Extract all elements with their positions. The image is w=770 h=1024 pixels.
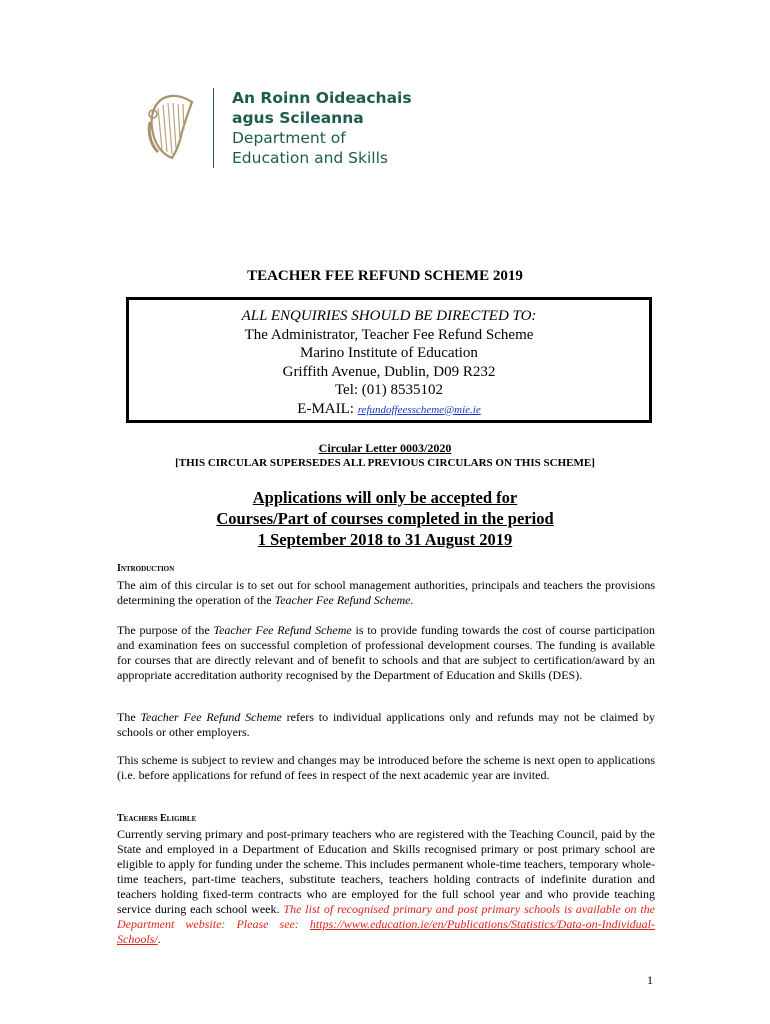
email-link[interactable]: refundoffeesscheme@mie.ie <box>357 403 481 416</box>
supersede-close: ] <box>591 457 595 469</box>
enquiry-line-3: Griffith Avenue, Dublin, D09 R232 <box>282 363 496 380</box>
logo-divider <box>213 88 214 168</box>
eligible-text: Currently serving primary and post-primary teachers who are registered with the Teaching Council, paid by the State and employed in a Department of Education and Skills recognised primary or post primary school are eligible to apply for funding under the scheme. This includes permanent whole-time teachers, temporary whole-time teachers, part-time teachers, substitute teachers, teachers holding contracts of indefinite duration and teachers holding fixed-term contracts who are employed for the full school year and who provide teaching service during each school week. <box>117 827 655 916</box>
enquiry-box <box>126 297 652 423</box>
eligible-paragraph <box>117 827 655 947</box>
intro-p1-text: The aim of this circular is to set out for school management authorities, principals and teachers the provisions determining the operation of the <box>117 578 655 607</box>
applications-line-1: Applications will only be accepted for <box>252 488 518 507</box>
teachers-eligible-heading: Teachers Eligible <box>117 813 197 824</box>
applications-line-3: 1 September 2018 to 31 August 2019 <box>257 530 513 549</box>
eligible-red-note: The list of recognised primary and post primary schools is available on the Department website: Please see: <box>117 902 655 931</box>
intro-p2-text-a: The purpose of the <box>117 623 214 637</box>
applications-heading <box>0 487 770 550</box>
intro-p2-text-b: is to provide funding towards the cost of course participation and examination fees on successful completion of professional development courses. The funding is available for courses that are directly relevant and of benefit to schools and that are subject to certification/award by an appropriate accreditation authority recognised by the Department of Education and Skills (DES). <box>117 623 655 682</box>
intro-paragraph-4: This scheme is subject to review and changes may be introduced before the scheme is next open to applications (i.e. before applications for refund of fees in respect of the next academic year are invited. <box>117 753 655 782</box>
intro-paragraph-3 <box>117 710 655 740</box>
enquiry-tel: Tel: (01) 8535102 <box>334 382 444 398</box>
page-number: 1 <box>647 973 653 987</box>
enquiry-email-row <box>129 400 649 420</box>
logo-text <box>232 88 412 168</box>
enquiry-line-1: The Administrator, Teacher Fee Refund Scheme <box>244 326 534 343</box>
introduction-heading: Introduction <box>117 563 175 574</box>
logo-line-2: agus Scileanna <box>232 109 364 127</box>
intro-paragraph-2 <box>117 623 655 683</box>
logo-line-3: Department of <box>232 129 346 147</box>
harp-icon <box>146 92 196 160</box>
supersede-open: [T <box>175 457 187 469</box>
supersede-text: HIS CIRCULAR SUPERSEDES ALL PREVIOUS CIRCULARS ON THIS SCHEME <box>186 457 592 469</box>
enquiry-line-2: Marino Institute of Education <box>300 345 478 361</box>
intro-p3-emphasis: Teacher Fee Refund Scheme <box>140 710 282 724</box>
applications-line-2: Courses/Part of courses completed in the period <box>216 509 554 528</box>
circular-letter: Circular Letter 0003/2020 <box>318 441 452 455</box>
schools-list-link[interactable]: https://www.education.ie/en/Publications/Statistics/Data-on-Individual-Schools/ <box>117 917 655 946</box>
department-logo <box>140 84 420 170</box>
logo-line-1: An Roinn Oideachais <box>232 89 412 107</box>
intro-p3-text-b: refers to individual applications only and refunds may not be claimed by schools or other employers. <box>117 710 655 739</box>
document-title: TEACHER FEE REFUND SCHEME 2019 <box>247 268 523 284</box>
intro-p1-emphasis: Teacher Fee Refund Scheme. <box>274 593 414 607</box>
logo-line-4: Education and Skills <box>232 149 388 167</box>
intro-paragraph-1 <box>117 578 655 608</box>
intro-p3-text-a: The <box>117 710 141 724</box>
link-tail: . <box>157 932 161 946</box>
email-label: E-MAIL: <box>297 400 354 417</box>
enquiry-heading: ALL ENQUIRIES SHOULD BE DIRECTED TO: <box>241 308 537 324</box>
intro-p2-emphasis: Teacher Fee Refund Scheme <box>213 623 352 637</box>
supersede-note <box>0 457 770 469</box>
